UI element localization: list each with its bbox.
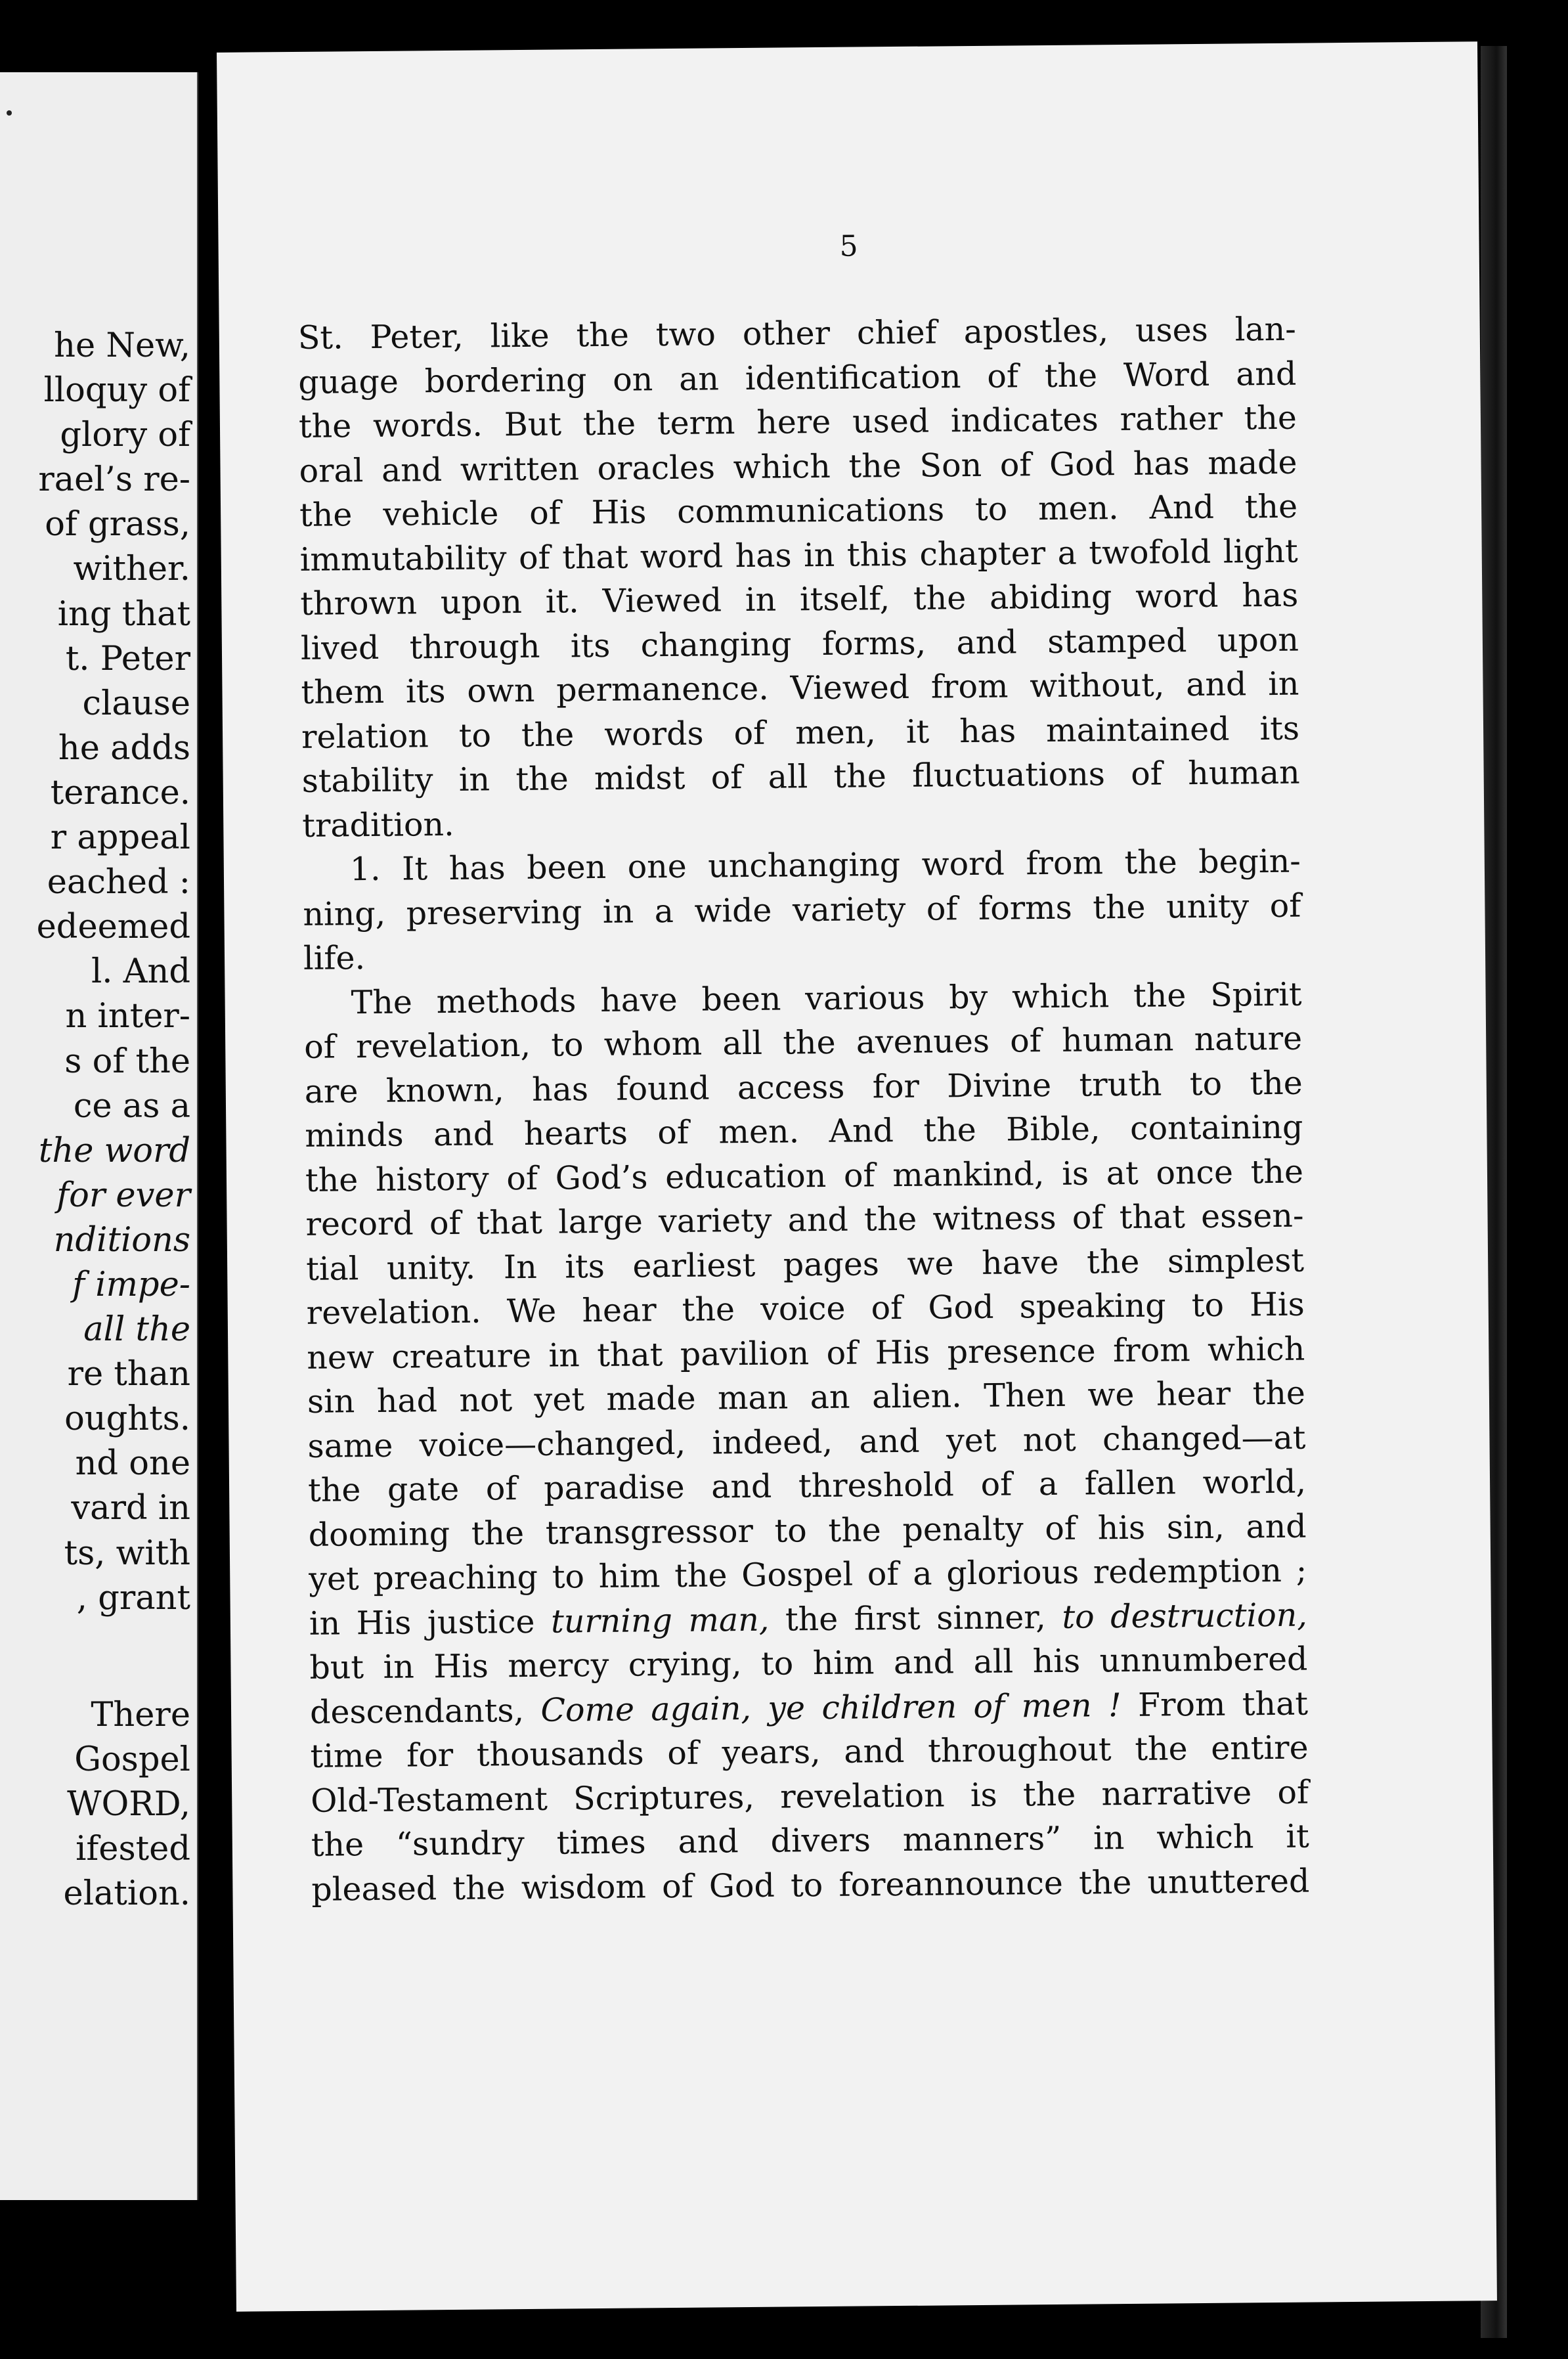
left-line: edeemed — [36, 908, 190, 947]
text-line: revelation. We hear the voice of God speaking to His — [306, 1285, 1305, 1332]
text-run: the first sinner, — [769, 1598, 1062, 1639]
body-text — [298, 307, 1310, 1912]
previous-page-text — [0, 324, 190, 1916]
text-line: ning, preserving in a wide variety of forms the unity of — [303, 887, 1301, 933]
text-line: thrown upon it. Viewed in itself, the abiding word has — [300, 576, 1299, 623]
page-mark — [7, 110, 12, 116]
text-line: yet preaching to him the Gospel of a glorious redemption ; — [309, 1551, 1307, 1598]
text-line: stability in the midst of all the fluctuations of human — [301, 753, 1300, 800]
text-line: oral and written oracles which the Son of God has made — [299, 443, 1297, 490]
text-line: same voice—changed, indeed, and yet not changed—at — [307, 1419, 1306, 1465]
text-line: them its own permanence. Viewed from without, and in — [301, 665, 1299, 711]
text-line: the history of God’s education of mankind, is at once the — [305, 1153, 1304, 1199]
left-line: l. And — [91, 952, 190, 992]
text-line: time for thousands of years, and throughout the entire — [310, 1729, 1309, 1775]
left-line: n inter- — [65, 997, 190, 1036]
left-gap — [0, 1621, 190, 1693]
text-line: of revelation, to whom all the avenues of human nature — [303, 1019, 1303, 1066]
text-line: sin had not yet made man an alien. Then we hear the — [307, 1374, 1306, 1421]
text-line: tradition. — [302, 805, 454, 845]
left-line: s of the — [64, 1042, 190, 1081]
left-line: glory of — [60, 416, 190, 455]
left-line: the word — [38, 1131, 190, 1170]
text-line: the “sundry times and divers manners” in which it — [311, 1817, 1310, 1864]
left-line: re than — [67, 1355, 190, 1394]
text-line: record of that large variety and the witness of that essen- — [305, 1197, 1304, 1243]
left-line: ts, with — [64, 1533, 190, 1573]
left-line: vard in — [71, 1489, 190, 1528]
text-line: dooming the transgressor to the penalty of his sin, and — [308, 1507, 1307, 1554]
left-line: t. Peter — [65, 639, 190, 678]
left-line: eached : — [47, 863, 190, 902]
left-line: of grass, — [45, 505, 190, 544]
text-line: immutability of that word has in this chapter a twofold light — [299, 532, 1298, 579]
text-run: descendants, — [309, 1691, 541, 1731]
left-line: all the — [83, 1310, 190, 1350]
italic-phrase: turning man, — [550, 1600, 770, 1641]
previous-page — [0, 72, 198, 2200]
text-line: pleased the wisdom of God to foreannounce the unuttered — [311, 1862, 1310, 1908]
left-line: he New, — [54, 326, 190, 365]
left-line: ifested — [76, 1830, 190, 1868]
left-line: r appeal — [50, 818, 190, 858]
left-line: wither. — [73, 550, 190, 589]
text-run: in His justice — [309, 1602, 552, 1642]
text-line: guage bordering on an identification of the Word and — [298, 355, 1297, 401]
text-line: are known, has found access for Divine truth to the — [304, 1064, 1303, 1111]
text-line: the words. But the term here used indicates rather the — [298, 399, 1297, 445]
text-line: life. — [303, 939, 366, 977]
left-line: nditions — [53, 1220, 190, 1260]
text-line: St. Peter, like the two other chief apostles, uses lan- — [297, 310, 1296, 357]
left-line: , grant — [76, 1578, 190, 1618]
page-number: 5 — [839, 229, 858, 263]
italic-phrase: Come again, ye children of men ! — [540, 1686, 1122, 1729]
text-line: The methods have been various by which the Spirit — [351, 975, 1302, 1021]
text-line: lived through its changing forms, and stamped upon — [300, 621, 1299, 667]
left-line: rael’s re- — [38, 460, 190, 500]
left-line: terance. — [50, 773, 190, 812]
left-line: clause — [82, 684, 190, 723]
text-run: From that — [1121, 1685, 1309, 1724]
left-line: nd one — [75, 1444, 190, 1484]
left-line: he adds — [58, 728, 190, 768]
current-page — [217, 41, 1497, 2312]
left-line: lloquy of — [43, 371, 190, 410]
text-line: Old-Testament Scriptures, revelation is the narrative of — [310, 1773, 1309, 1820]
left-line: elation. — [63, 1874, 190, 1914]
left-line: There — [91, 1695, 190, 1734]
left-line: ing that — [57, 594, 190, 634]
text-line: relation to the words of men, it has maintained its — [301, 709, 1300, 756]
left-line: ce as a — [73, 1086, 190, 1126]
left-line: WORD, — [67, 1784, 190, 1824]
left-line: f impe- — [72, 1265, 190, 1304]
text-line: new creature in that pavilion of His presence from which — [307, 1330, 1305, 1377]
left-line: for ever — [56, 1176, 190, 1215]
text-line: but in His mercy crying, to him and all his unnumbered — [309, 1640, 1308, 1687]
italic-phrase: to destruction, — [1062, 1596, 1308, 1636]
text-line: the gate of paradise and threshold of a fallen world, — [307, 1463, 1307, 1509]
text-line: 1. It has been one unchanging word from the begin- — [349, 842, 1301, 889]
text-line: the vehicle of His communications to men. And the — [299, 487, 1298, 534]
left-line: oughts. — [64, 1400, 190, 1439]
text-line: tial unity. In its earliest pages we have the simplest — [305, 1241, 1305, 1288]
text-line: minds and hearts of men. And the Bible, containing — [305, 1108, 1303, 1155]
left-line: Gospel — [74, 1740, 190, 1779]
